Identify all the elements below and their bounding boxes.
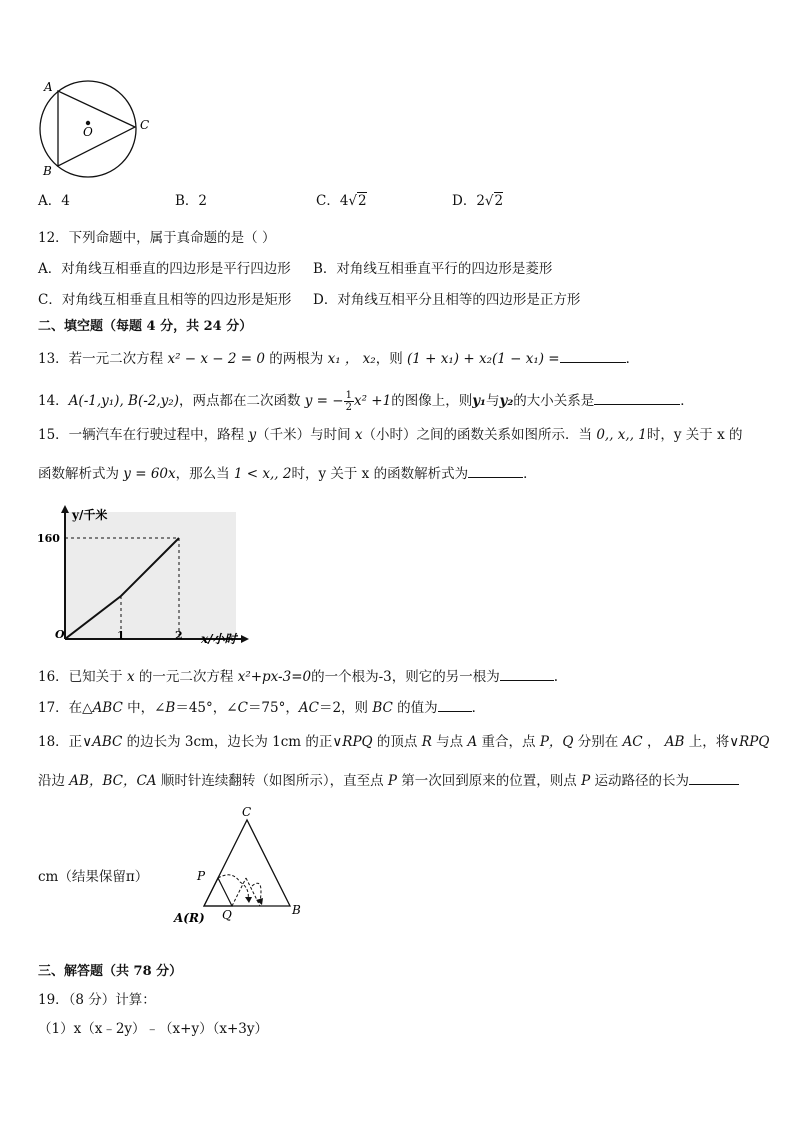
graph-x-label: x/小时 <box>201 632 237 646</box>
label-o: O <box>83 125 93 139</box>
q13 <box>38 348 639 368</box>
distance-time-graph <box>36 505 251 650</box>
q18-l1-rpq2: ∨RPQ <box>729 734 770 750</box>
q13-expression: (1 + x₁) + x₂(1 − x₁) = <box>407 351 560 367</box>
q15-line-2 <box>38 463 537 483</box>
q17-p7: ． <box>471 700 486 716</box>
q14-p1: 14． <box>38 393 69 409</box>
q18-l1-abc: ∨ABC <box>82 734 123 750</box>
q14-p6: ． <box>680 393 694 409</box>
q17-p3: ＝45°，∠ <box>175 700 238 716</box>
q19-part-1: （1）x（x﹣2y）﹣（x+y）（x+3y） <box>38 1021 268 1037</box>
label-b: B <box>292 903 301 917</box>
q18-l2-d: 运动路径的长为 <box>590 773 689 789</box>
q11-c-prefix: C．4 <box>316 193 349 209</box>
q18-l2-a: 沿边 <box>38 773 70 789</box>
q15-l2-c: 时， <box>291 466 319 482</box>
q16-p1: 16．已知关于 <box>38 669 127 685</box>
q18-l1-c: 的顶点 <box>372 734 422 750</box>
q14-p4: 与 <box>485 393 500 409</box>
q12-option-a: A．对角线互相垂直的四边形是平行四边形 <box>38 261 291 277</box>
q16-p3: 的一个根为-3，则它的另一根为 <box>311 669 500 685</box>
q14 <box>38 390 694 413</box>
label-b: B <box>43 164 52 178</box>
q18-l1-g: ， <box>642 734 665 750</box>
q15-l1-e: y 关于 x 的 <box>673 427 743 443</box>
graph-origin: O <box>55 628 65 641</box>
q18-line-1 <box>38 733 769 751</box>
q15-line-1 <box>38 426 743 444</box>
q18-l2-b: 顺时针连续翻转（如图所示），直至点 <box>156 773 388 789</box>
q14-p5: 的大小关系是 <box>513 393 595 409</box>
q17-c: C <box>237 700 248 716</box>
q18-answer-blank[interactable] <box>689 770 739 785</box>
triangle-flip-figure <box>170 804 320 930</box>
q16-equation: x²+px-3=0 <box>237 669 312 685</box>
q12-stem: 12．下列命题中，属于真命题的是（ ） <box>38 230 276 246</box>
q14-func-right: x² +1 <box>353 393 392 409</box>
circle-triangle-figure <box>30 75 160 185</box>
q16-p4: . <box>553 669 559 685</box>
q18-l2-c: 第一次回到原来的位置，则点 <box>396 773 582 789</box>
path-arc-1 <box>218 875 240 882</box>
q17-p5: ＝2，则 <box>318 700 373 716</box>
q18-l2-p: P <box>387 773 397 789</box>
q15-l1-range: 0,, x,, 1 <box>596 427 647 443</box>
q14-func-left: y = − <box>304 393 344 409</box>
q16-x: x <box>126 669 135 685</box>
q14-y2: y₂ <box>499 393 514 409</box>
q13-equation: x² − x − 2 = 0 <box>167 351 265 367</box>
q11-option-a: A．4 <box>38 193 70 209</box>
q18-l1-ab: AB <box>664 734 685 750</box>
q14-points: A(-1,y₁), B(-2,y₂) <box>68 393 179 409</box>
q14-p2: ，两点都在二次函数 <box>178 393 305 409</box>
q11-d-prefix: D．2 <box>452 193 485 209</box>
q15-l1-y: y <box>248 427 257 443</box>
q17-p4: ＝75°， <box>247 700 299 716</box>
q18-l2-edges: AB，BC，CA <box>69 773 157 789</box>
q17 <box>38 697 485 717</box>
q18-l1-ac: AC <box>622 734 643 750</box>
q18-l1-pq: P，Q <box>539 734 574 750</box>
section-3-heading: 三、解答题（共 78 分） <box>38 964 183 979</box>
q14-frac-den: 2 <box>345 402 352 413</box>
graph-x-tick-2: 2 <box>175 629 183 642</box>
q13-p1: 13．若一元二次方程 <box>38 351 168 367</box>
q17-answer-blank[interactable] <box>438 697 472 712</box>
q18-l1-e: 重合，点 <box>477 734 540 750</box>
q12-option-d: D．对角线互相平分且相等的四边形是正方形 <box>313 292 581 308</box>
q15-l1-b: （千米）与时间 <box>256 427 355 443</box>
q13-p4: ． <box>625 351 640 367</box>
graph-y-label: y/千米 <box>72 508 108 522</box>
q15-l1-d: 时， <box>646 427 674 443</box>
q16-p2: 的一元二次方程 <box>134 669 238 685</box>
label-q: Q <box>222 908 232 922</box>
q18-l1-rpq: ∨RPQ <box>332 734 373 750</box>
q18-l1-d: 与点 <box>431 734 468 750</box>
section-2-heading: 二、填空题（每题 4 分，共 24 分） <box>38 319 253 334</box>
q13-p2: 的两根为 <box>264 351 328 367</box>
label-ar: A(R) <box>174 911 205 925</box>
q15-answer-blank[interactable] <box>468 463 523 478</box>
q18-l1-a: 18．正 <box>38 734 83 750</box>
q13-roots: x₁ ， x₂ <box>327 351 376 367</box>
q13-answer-blank[interactable] <box>560 348 626 363</box>
graph-y-tick-160: 160 <box>37 532 60 545</box>
q16-answer-blank[interactable] <box>500 666 554 681</box>
q14-answer-blank[interactable] <box>594 390 680 405</box>
q18-line-3: cm（结果保留π） <box>38 869 149 885</box>
triangle-abc <box>204 820 290 906</box>
inscribed-triangle <box>58 91 135 166</box>
q14-y1: y₁ <box>472 393 486 409</box>
q15-l1-c: （小时）之间的函数关系如图所示．当 <box>362 427 597 443</box>
q15-l2-range: 1 < x,, 2 <box>233 466 292 482</box>
q15-l2-a: 函数解析式为 <box>38 466 124 482</box>
q15-l1-x: x <box>354 427 363 443</box>
q14-fraction <box>344 390 354 413</box>
q11-option-b: B．2 <box>175 193 208 209</box>
q18-l2-p2: P <box>581 773 591 789</box>
q15-l2-func: y = 60x <box>123 466 176 482</box>
q17-b: B <box>165 700 176 716</box>
q14-p3: 的图像上，则 <box>391 393 473 409</box>
q18-l1-f: 分别在 <box>573 734 623 750</box>
triangle-rpq <box>204 878 232 906</box>
q18-l1-aa: A <box>467 734 478 750</box>
q15-l2-e: ． <box>523 466 537 482</box>
q11-option-d: D．2√2 <box>452 193 504 209</box>
label-a: A <box>44 80 53 94</box>
q11-d-radicand: 2 <box>494 193 504 209</box>
label-c: C <box>242 805 252 819</box>
q12-option-b: B．对角线互相垂直平行的四边形是菱形 <box>313 261 553 277</box>
q13-p3: ，则 <box>375 351 408 367</box>
q11-option-c: C．4√2 <box>316 193 367 209</box>
q16 <box>38 666 558 686</box>
label-p: P <box>197 869 206 883</box>
q11-c-radicand: 2 <box>358 193 367 209</box>
q18-l1-b: 的边长为 3cm，边长为 1cm 的正 <box>122 734 333 750</box>
q17-abc: ABC <box>92 700 123 716</box>
q18-l1-r: R <box>421 734 432 750</box>
q17-bc: BC <box>372 700 393 716</box>
q19-stem: 19．（8 分）计算： <box>38 992 156 1008</box>
q18-l1-h: 上，将 <box>684 734 730 750</box>
q15-l1-a: 15．一辆汽车在行驶过程中，路程 <box>38 427 249 443</box>
q14-frac-num: 1 <box>345 390 352 401</box>
q15-l2-d: y 关于 x 的函数解析式为 <box>318 466 469 482</box>
q17-ac: AC <box>298 700 319 716</box>
q17-p1: 17．在△ <box>38 700 93 716</box>
q12-option-c: C．对角线互相垂直且相等的四边形是矩形 <box>38 292 292 308</box>
label-c: C <box>140 118 150 132</box>
q18-line-2 <box>38 770 739 790</box>
q15-l2-b: ，那么当 <box>175 466 234 482</box>
q17-p2: 中，∠ <box>122 700 166 716</box>
graph-x-tick-1: 1 <box>117 629 125 642</box>
q17-p6: 的值为 <box>392 700 438 716</box>
